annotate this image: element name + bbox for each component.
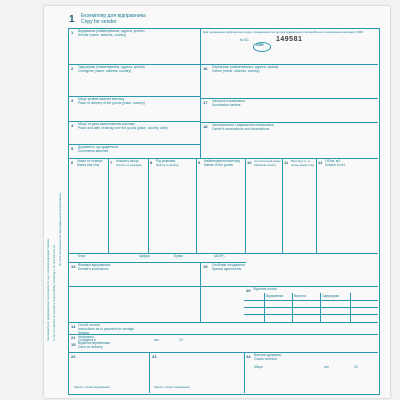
cmr-logo: CMR: [256, 43, 264, 47]
sender-signature-note: Підпис і штамп відправника: [74, 385, 110, 389]
field-9-number: 9: [198, 160, 201, 165]
carrier-signature-area[interactable]: [154, 358, 240, 384]
frankatur-option[interactable]: Франко: [78, 331, 90, 335]
field-6-label-en: Marks and Nos: [77, 163, 100, 167]
field-8-label-en: Method of packing: [156, 163, 179, 167]
side-note-1: Заповнюється відправником, включаючи ті, що помічені жирними лініями: [46, 238, 50, 341]
field-8-number: 8: [150, 160, 153, 165]
field-24-number: 24: [246, 354, 251, 359]
field-17-number: 17: [203, 100, 208, 105]
goods-table-body[interactable]: [70, 171, 376, 251]
field-3-label-ua: Місце розвантаження вантажу: [78, 97, 125, 101]
field-4-label-en: Place and date of taking over the goods (place, country, date): [78, 126, 168, 130]
copy-title-ua: Екземпляр для відправника: [81, 13, 146, 19]
field-21-on: am: [154, 338, 159, 342]
field-20-number: 20: [246, 288, 251, 293]
field-18-label-en: Carrier's reservations and observations: [212, 127, 270, 131]
field-5-label-ua: Документи, що додаються: [78, 145, 119, 149]
side-note-3: Ці поля заповнюються відповідальним перевізником: [58, 192, 62, 266]
field-1-label-en: Sender (name, address, country): [78, 33, 127, 37]
document-number: 149581: [276, 36, 303, 43]
copy-number: 1: [69, 14, 75, 25]
field-7-label-en: Number of packages: [116, 163, 142, 167]
field-13-label-ua: Вказівки відправника: [78, 263, 111, 267]
field-18-number: 18: [203, 124, 208, 129]
ziffer-label: Цифра: [139, 254, 150, 258]
field-4-label-ua: Місце та дата завантаження вантажу: [78, 122, 135, 126]
field-14-label-en: Instructions as to payment for carriage: [78, 327, 135, 331]
field-19-label-en: Special agreements: [212, 267, 242, 271]
copy-title-en: Copy for sender: [81, 19, 117, 25]
currency-column-label: Валюта: [294, 294, 306, 298]
received-date-label: 20: [354, 365, 358, 369]
side-note-2: To be completed on sender's responsibility including 1-15 and 19+21+22: [52, 244, 56, 341]
field-2-number: 2: [71, 66, 74, 71]
field-5-label-en: Documents attached: [78, 149, 109, 153]
field-12-number: 12: [318, 160, 323, 165]
field-8-label-ua: Рід упаковки: [156, 159, 176, 163]
field-5-number: 5: [71, 146, 74, 151]
field-21-number: 21: [71, 335, 76, 340]
field-19-label-ua: Особливі погодження: [212, 263, 245, 267]
field-20-label-ua: Підлягає оплаті: [253, 287, 277, 291]
field-17-label-en: Successive carriers: [212, 103, 241, 107]
field-23-number: 23: [152, 354, 157, 359]
field-14-label-ua: Спосіб оплати: [78, 323, 100, 327]
field-15-label-en: Cash on delivery: [78, 345, 103, 349]
field-19-number: 19: [203, 264, 208, 269]
receipt-signature-area[interactable]: [254, 372, 372, 390]
field-11-label-en: Gross weight in kg: [291, 163, 315, 167]
field-3-number: 3: [71, 98, 74, 103]
consignee-input-area[interactable]: [78, 76, 196, 94]
sender-instructions-input[interactable]: [78, 273, 196, 285]
sender-input-area[interactable]: [78, 40, 196, 62]
sender-column-label: Відправник: [266, 294, 284, 298]
carriage-note: Цей перевезення здійснюється згідно з Конвенцією про договір міжнародного автомобільного перевезення вантажів (CMR): [203, 30, 364, 34]
field-1-number: 1: [71, 30, 74, 35]
field-12-label-ua: Об'єм, м3: [325, 159, 340, 163]
field-2-label-ua: Одержувач (найменування, адреса, країна): [78, 65, 145, 69]
field-6-label-ua: Знаки та номери: [77, 159, 103, 163]
field-10-label-en: Statistical number: [254, 163, 277, 167]
carrier-input-area[interactable]: [212, 76, 372, 96]
field-6-number: 6: [71, 160, 74, 165]
received-am-label: am: [324, 365, 329, 369]
field-10-number: 10: [247, 160, 252, 165]
field-10-label-ua: Статистичний номер: [254, 159, 281, 163]
field-21-date: 20: [179, 338, 183, 342]
field-7-number: 7: [110, 160, 113, 165]
field-12-label-en: Volume in m3: [325, 163, 345, 167]
field-7-label-ua: Кількість місць: [116, 159, 139, 163]
field-15-label-ua: Відмітка перевізника: [78, 341, 110, 345]
field-1-label-ua: Відправник (найменування, адреса, країна): [78, 29, 145, 33]
unfrei-option[interactable]: Нефранко: [78, 335, 94, 339]
field-13-label-en: Sender's instructions: [78, 267, 109, 271]
consignee-column-label: Одержувач: [322, 294, 340, 298]
field-18-label-ua: Застереження і зауваження перевізника: [212, 123, 274, 127]
klasse-label: Клас: [78, 254, 86, 258]
field-13-number: 13: [71, 264, 76, 269]
field-16-number: 16: [203, 66, 208, 71]
field-11-label-ua: Вага брутто, кг: [291, 159, 311, 163]
field-17-label-ua: Наступні перевізники: [212, 99, 245, 103]
field-16-label-en: Carrier (name, address, country): [212, 69, 260, 73]
field-9-label-en: Nature of the goods: [204, 163, 233, 167]
ks-label: № КС: [240, 38, 249, 42]
received-place-label: Місце: [254, 365, 263, 369]
field-24-label-en: Goods received: [254, 357, 278, 361]
field-24-label-ua: Вантаж одержано: [254, 353, 282, 357]
cmr-form-sheet: [44, 6, 390, 398]
carrier-signature-note: Підпис і штамп перевізника: [154, 385, 190, 389]
field-4-number: 4: [71, 123, 74, 128]
field-22-number: 22: [71, 354, 76, 359]
field-21-label-ua: Складена в: [78, 338, 96, 342]
field-11-number: 11: [284, 160, 289, 165]
buchstabe-label: Буква: [174, 254, 183, 258]
field-2-label-en: Consignee (name, address, country): [78, 69, 132, 73]
field-16-label-ua: Перевізник (найменування, адреса, країна): [212, 65, 279, 69]
adr-label: (ADR*): [214, 254, 225, 258]
field-14-number: 14: [71, 324, 76, 329]
field-15-number: 15: [71, 342, 76, 347]
field-9-label-ua: Найменування вантажу: [204, 159, 241, 163]
field-3-label-en: Place of delivery of the goods (place, country): [78, 101, 145, 105]
sender-signature-area[interactable]: [74, 358, 144, 384]
